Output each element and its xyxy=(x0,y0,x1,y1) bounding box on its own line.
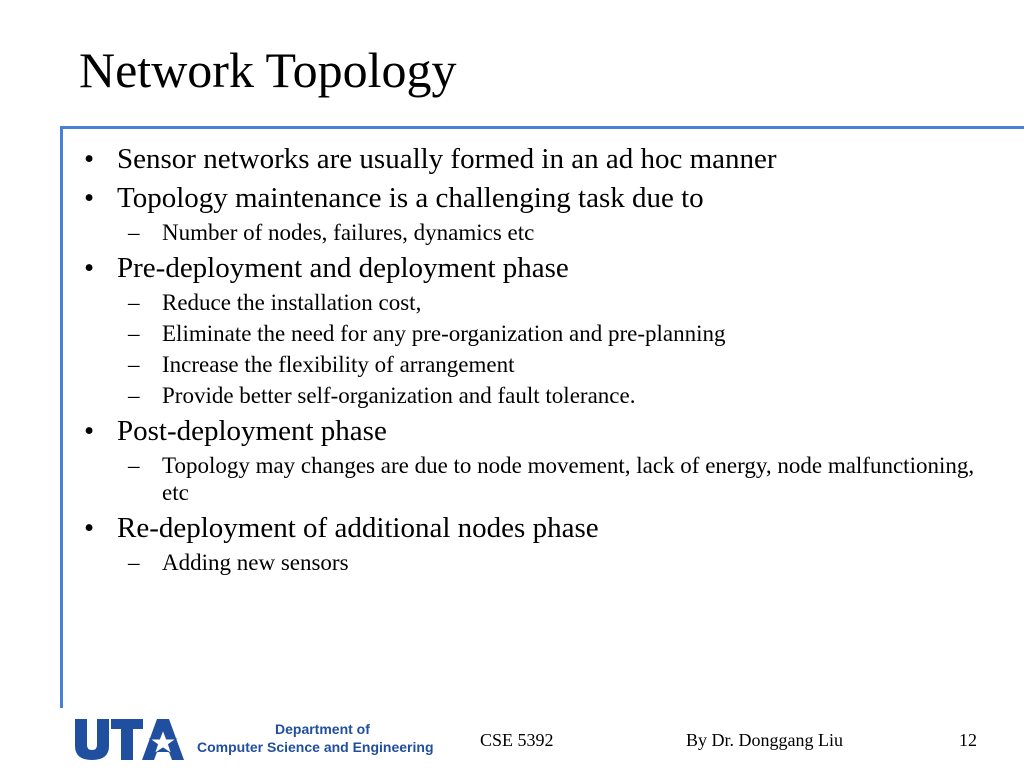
bullet-marker: • xyxy=(84,143,95,175)
bullet-text: Sensor networks are usually formed in an ad hoc manner xyxy=(117,143,777,175)
bullet-item xyxy=(0,413,1024,449)
bullet-item xyxy=(0,250,1024,286)
bullet-item xyxy=(0,180,1024,216)
sub-bullet-text: Provide better self-organization and fault tolerance. xyxy=(162,383,636,408)
course-code: CSE 5392 xyxy=(480,730,554,750)
bullet-marker: • xyxy=(84,252,95,284)
department-line-2: Computer Science and Engineering xyxy=(197,739,434,755)
dash-marker: – xyxy=(128,220,140,245)
sub-bullet-text: Number of nodes, failures, dynamics etc xyxy=(162,220,535,245)
uta-letter-u xyxy=(75,719,109,760)
sub-bullet-item xyxy=(0,320,1024,347)
bullet-item xyxy=(0,510,1024,546)
bullet-item xyxy=(0,141,1024,177)
department-line-1: Department of xyxy=(275,721,370,737)
bullet-marker: • xyxy=(84,182,95,214)
bullet-text: Pre-deployment and deployment phase xyxy=(117,252,569,284)
bullet-marker: • xyxy=(84,415,95,447)
sub-bullet-item xyxy=(0,382,1024,409)
slide-title: Network Topology xyxy=(79,42,457,98)
sub-bullet-text: Reduce the installation cost, xyxy=(162,290,422,315)
bullet-text: Post-deployment phase xyxy=(117,415,387,447)
sub-bullet-item xyxy=(0,219,1024,246)
uta-logo xyxy=(73,715,185,761)
bullet-text: Topology maintenance is a challenging task due to xyxy=(117,182,704,214)
sub-bullet-text: Adding new sensors xyxy=(162,550,349,575)
slide-content xyxy=(0,138,1024,580)
sub-bullet-item xyxy=(0,452,1024,506)
uta-letter-t xyxy=(111,719,143,760)
author-credit: By Dr. Donggang Liu xyxy=(686,730,843,750)
dash-marker: – xyxy=(128,453,140,478)
dash-marker: – xyxy=(128,352,140,377)
dash-marker: – xyxy=(128,550,140,575)
page-number: 12 xyxy=(959,730,977,750)
bullet-marker: • xyxy=(84,512,95,544)
sub-bullet-text: Eliminate the need for any pre-organization and pre-planning xyxy=(162,321,726,346)
dash-marker: – xyxy=(128,383,140,408)
sub-bullet-item xyxy=(0,289,1024,316)
title-divider-line xyxy=(60,126,1024,129)
sub-bullet-text: Topology may changes are due to node movement, lack of energy, node malfunctioning, etc xyxy=(162,453,975,505)
dash-marker: – xyxy=(128,290,140,315)
sub-bullet-text: Increase the flexibility of arrangement xyxy=(162,352,515,377)
department-name xyxy=(197,720,434,756)
dash-marker: – xyxy=(128,321,140,346)
sub-bullet-item xyxy=(0,549,1024,576)
bullet-text: Re-deployment of additional nodes phase xyxy=(117,512,599,544)
sub-bullet-item xyxy=(0,351,1024,378)
